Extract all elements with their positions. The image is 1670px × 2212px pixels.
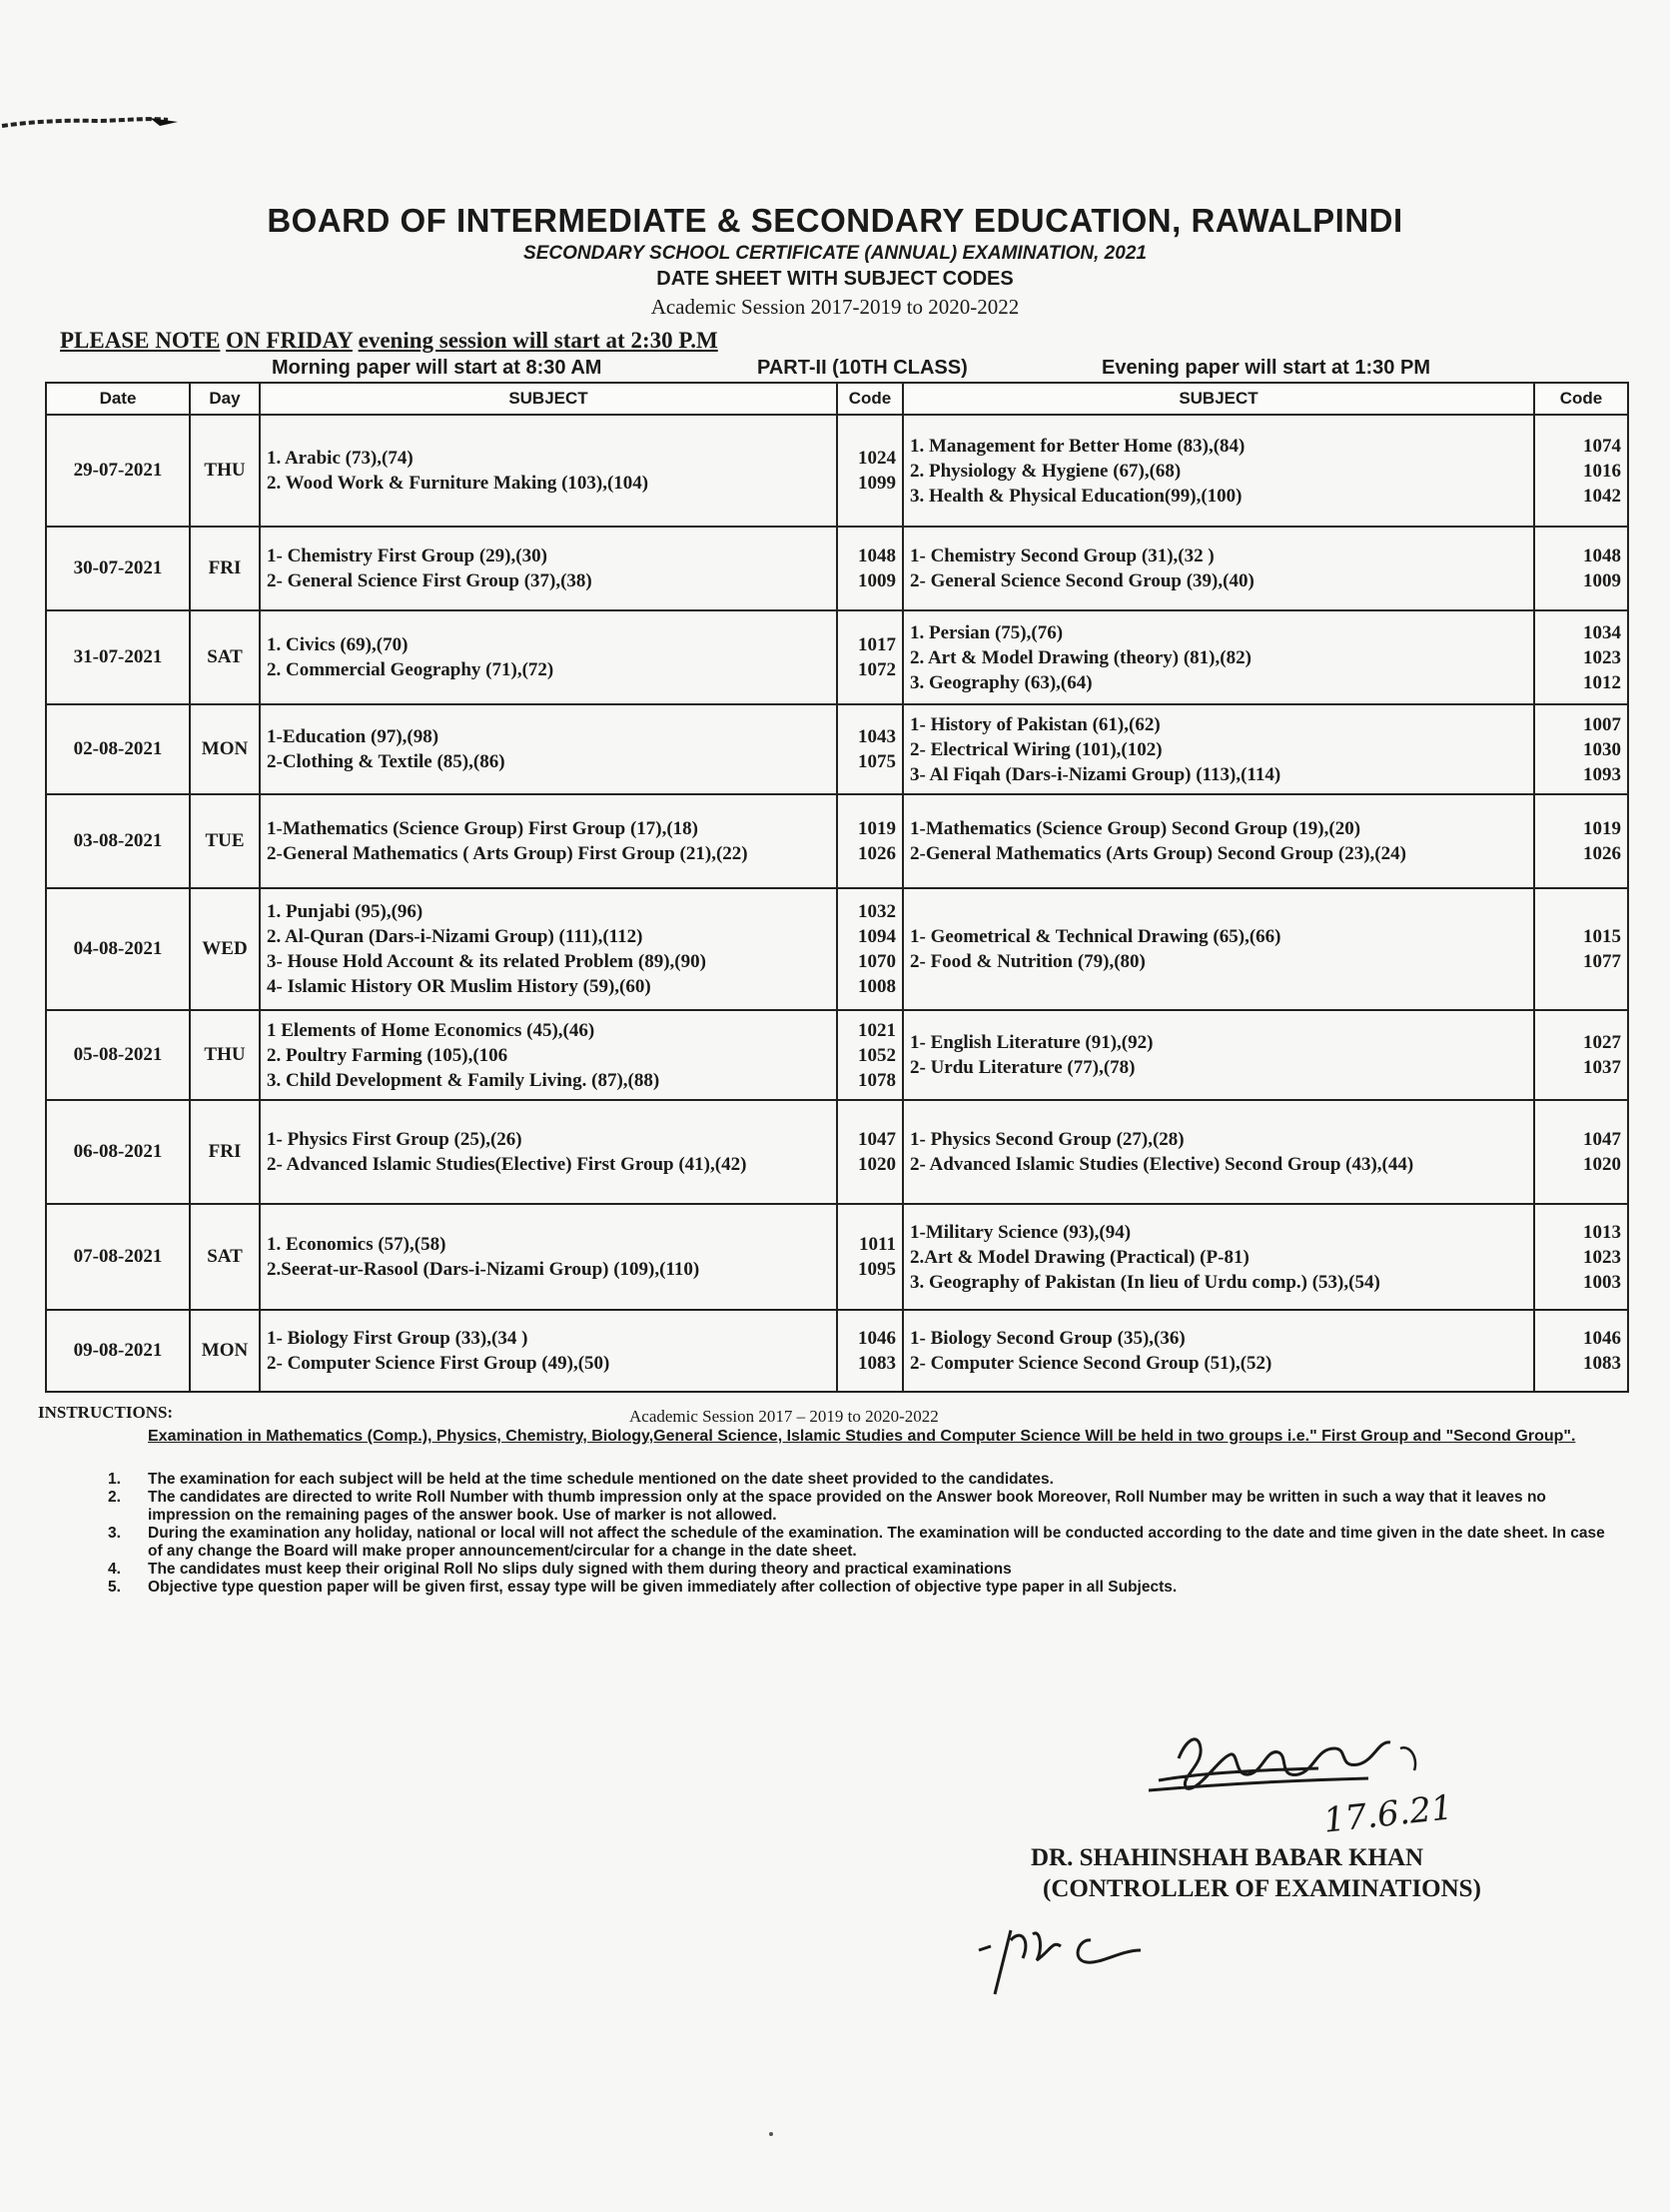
morning-subject-line: 1- Physics First Group (25),(26) [267,1129,522,1150]
morning-code: 1011 [859,1234,896,1255]
evening-subjects [903,1204,1534,1310]
morning-subject-line: 1-Mathematics (Science Group) First Group (17),(18) [267,818,698,839]
evening-subject-line: 1- History of Pakistan (61),(62) [910,713,1161,735]
board-title: BOARD OF INTERMEDIATE & SECONDARY EDUCATION, RAWALPINDI [267,202,1403,239]
evening-code: 1042 [1583,485,1621,507]
evening-subjects [903,415,1534,527]
morning-subject-line: 1- Chemistry First Group (29),(30) [267,546,547,566]
evening-code: 1077 [1583,951,1621,972]
morning-subject-line: 2. Commercial Geography (71),(72) [267,659,554,680]
evening-subject-line: 1-Military Science (93),(94) [910,1221,1132,1243]
morning-code: 1019 [858,818,896,839]
col-date-header: Date [46,383,190,415]
morning-codes [837,888,903,1010]
evening-code: 1019 [1583,818,1621,839]
signatory-title: (CONTROLLER OF EXAMINATIONS) [1043,1875,1481,1902]
table-row [46,888,1628,1010]
morning-code: 1095 [858,1259,896,1280]
morning-codes [837,1010,903,1100]
instructions-session: Academic Session 2017 – 2019 to 2020-2022 [629,1407,939,1426]
table-row [46,1204,1628,1310]
evening-subject-line: 2- Computer Science Second Group (51),(52) [910,1353,1272,1374]
morning-codes [837,527,903,610]
evening-subjects [903,1310,1534,1392]
ink-scribble-mark [0,108,190,138]
friday-note [60,328,718,354]
evening-code: 1020 [1583,1154,1621,1175]
initials-mark [971,1910,1191,2000]
row-date: 09-08-2021 [46,1310,190,1392]
col-morning-subject-header: SUBJECT [260,383,837,415]
morning-subject-line: 2.Seerat-ur-Rasool (Dars-i-Nizami Group) (109),(110) [267,1259,700,1280]
morning-subject-line: 2. Al-Quran (Dars-i-Nizami Group) (111),(112) [267,926,643,947]
instruction-number: 1. [108,1471,121,1488]
evening-subject-line: 2-General Mathematics (Arts Group) Second Group (23),(24) [910,843,1406,864]
evening-codes [1534,1310,1628,1392]
evening-code: 1048 [1583,546,1621,566]
morning-code: 1009 [858,570,896,591]
row-date: 03-08-2021 [46,794,190,888]
please-note-label: PLEASE NOTE [60,328,221,353]
evening-subject-line: 1- Biology Second Group (35),(36) [910,1328,1186,1349]
evening-subject-line: 3- Al Fiqah (Dars-i-Nizami Group) (113),(114) [910,763,1281,785]
morning-codes [837,415,903,527]
evening-codes [1534,527,1628,610]
evening-codes [1534,704,1628,794]
evening-subject-line: 2- General Science Second Group (39),(40) [910,570,1254,591]
evening-subjects [903,1100,1534,1204]
morning-subjects [260,527,837,610]
instruction-text: The candidates are directed to write Roll Number with thumb impression only at the space provided on the Answer book Moreover, Roll Number may be written in such a way that it leaves no impression on the remaining pages of the answer book. Use of marker is not allowed. [148,1489,1546,1524]
evening-subject-line: 2- Urdu Literature (77),(78) [910,1057,1136,1078]
row-day: FRI [190,1100,260,1204]
morning-code: 1046 [858,1328,896,1349]
morning-code: 1043 [858,726,896,747]
morning-subject-line: 1. Civics (69),(70) [267,634,409,655]
evening-subject-line: 1. Management for Better Home (83),(84) [910,435,1246,457]
instruction-text: The candidates must keep their original Roll No slips duly signed with them during theory and practical examinations [148,1561,1012,1578]
evening-subject-line: 2.Art & Model Drawing (Practical) (P-81) [910,1246,1250,1268]
table-row [46,415,1628,527]
signature-date: 17.6.21 [1321,1787,1455,1841]
morning-subjects [260,1010,837,1100]
morning-code: 1094 [858,926,896,947]
morning-code: 1020 [858,1154,896,1175]
row-day: THU [190,1010,260,1100]
morning-subjects [260,704,837,794]
evening-codes [1534,794,1628,888]
morning-codes [837,610,903,704]
row-day: WED [190,888,260,1010]
instructions-groups-note: Examination in Mathematics (Comp.), Physics, Chemistry, Biology,General Science, Islamic Studies and Computer Science Will be held in two groups i.e." First Group and "Second Group". [148,1428,1576,1445]
instruction-item [108,1489,1606,1525]
morning-code: 1047 [858,1129,896,1150]
morning-codes [837,794,903,888]
sheet-title: DATE SHEET WITH SUBJECT CODES [656,268,1014,290]
instruction-number: 5. [108,1579,121,1596]
row-date: 02-08-2021 [46,704,190,794]
evening-subject-line: 2. Art & Model Drawing (theory) (81),(82) [910,646,1252,668]
morning-code: 1052 [858,1044,896,1066]
instruction-text: Objective type question paper will be given first, essay type will be given immediately after collection of objective type paper in all Subjects. [148,1579,1178,1596]
evening-code: 1034 [1583,621,1621,643]
morning-subject-line: 2-General Mathematics ( Arts Group) First Group (21),(22) [267,843,748,864]
row-day: TUE [190,794,260,888]
table-row [46,704,1628,794]
evening-codes [1534,1010,1628,1100]
signatory-name: DR. SHAHINSHAH BABAR KHAN [1031,1844,1424,1871]
morning-subject-line: 3- House Hold Account & its related Problem (89),(90) [267,951,706,972]
exam-title: SECONDARY SCHOOL CERTIFICATE (ANNUAL) EXAMINATION, 2021 [523,243,1147,264]
evening-code: 1023 [1583,1246,1621,1268]
morning-subject-line: 2- Advanced Islamic Studies(Elective) First Group (41),(42) [267,1154,747,1175]
row-day: FRI [190,527,260,610]
morning-subject-line: 2. Poultry Farming (105),(106 [267,1044,508,1066]
morning-subjects [260,794,837,888]
evening-code: 1047 [1583,1129,1621,1150]
col-morning-code-header: Code [837,383,903,415]
instruction-number: 3. [108,1525,121,1542]
morning-subjects [260,1100,837,1204]
evening-code: 1074 [1583,435,1621,457]
table-row [46,527,1628,610]
evening-subject-line: 2. Physiology & Hygiene (67),(68) [910,460,1182,482]
evening-code: 1027 [1583,1032,1621,1053]
instruction-item [108,1561,1606,1579]
row-day: THU [190,415,260,527]
row-day: SAT [190,610,260,704]
table-row [46,610,1628,704]
part-class-label: PART-II (10TH CLASS) [757,357,968,379]
evening-code: 1037 [1583,1057,1621,1078]
evening-subjects [903,1010,1534,1100]
session-title: Academic Session 2017-2019 to 2020-2022 [650,295,1020,319]
evening-subjects [903,527,1534,610]
evening-subjects [903,610,1534,704]
morning-time-note: Morning paper will start at 8:30 AM [272,357,602,379]
morning-code: 1078 [858,1069,896,1091]
evening-codes [1534,888,1628,1010]
instruction-item [108,1579,1606,1597]
col-evening-code-header: Code [1534,383,1628,415]
instruction-item [108,1525,1606,1561]
morning-code: 1099 [858,473,896,494]
row-date: 04-08-2021 [46,888,190,1010]
morning-subjects [260,888,837,1010]
evening-code: 1015 [1583,926,1621,947]
morning-code: 1032 [858,901,896,922]
morning-subject-line: 1- Biology First Group (33),(34 ) [267,1328,528,1349]
morning-subject-line: 2. Wood Work & Furniture Making (103),(104) [267,473,649,494]
row-date: 31-07-2021 [46,610,190,704]
evening-subject-line: 3. Geography (63),(64) [910,671,1093,693]
morning-code: 1048 [858,546,896,566]
table-row [46,794,1628,888]
morning-subject-line: 1. Punjabi (95),(96) [267,901,423,922]
row-day: MON [190,704,260,794]
row-date: 29-07-2021 [46,415,190,527]
evening-subjects [903,704,1534,794]
evening-subject-line: 1- Geometrical & Technical Drawing (65),(66) [910,926,1281,947]
morning-code: 1072 [858,659,896,680]
morning-subject-line: 3. Child Development & Family Living. (87),(88) [267,1069,660,1091]
evening-subjects [903,888,1534,1010]
on-friday-label: ON FRIDAY [226,328,353,353]
morning-codes [837,1310,903,1392]
morning-subjects [260,415,837,527]
morning-code: 1070 [858,951,896,972]
evening-code: 1083 [1583,1353,1621,1374]
table-row [46,1100,1628,1204]
evening-subject-line: 2- Electrical Wiring (101),(102) [910,738,1163,760]
morning-subject-line: 2-Clothing & Textile (85),(86) [267,751,505,772]
evening-subject-line: 1- Chemistry Second Group (31),(32 ) [910,546,1215,566]
morning-subject-line: 1. Economics (57),(58) [267,1234,446,1255]
evening-codes [1534,415,1628,527]
row-date: 06-08-2021 [46,1100,190,1204]
row-date: 07-08-2021 [46,1204,190,1310]
table-row [46,1010,1628,1100]
evening-code: 1007 [1583,713,1621,735]
evening-subject-line: 2- Food & Nutrition (79),(80) [910,951,1146,972]
morning-code: 1075 [858,751,896,772]
table-header-row [46,383,1628,415]
morning-codes [837,1204,903,1310]
instruction-number: 4. [108,1561,121,1578]
row-day: MON [190,1310,260,1392]
instructions-list [108,1471,1606,1597]
evening-code: 1013 [1583,1221,1621,1243]
evening-subject-line: 2- Advanced Islamic Studies (Elective) Second Group (43),(44) [910,1154,1414,1175]
instruction-text: During the examination any holiday, national or local will not affect the schedule of the examination. The examination will be conducted according to the date and time given in the date sheet. In case of any change the Board will make proper announcement/circular for a change in the date sheet. [148,1525,1605,1560]
evening-subject-line: 3. Health & Physical Education(99),(100) [910,485,1243,507]
row-day: SAT [190,1204,260,1310]
morning-code: 1008 [858,976,896,997]
morning-subjects [260,610,837,704]
evening-code: 1093 [1583,763,1621,785]
morning-subject-line: 1-Education (97),(98) [267,726,439,747]
evening-codes [1534,1100,1628,1204]
evening-code: 1003 [1583,1271,1621,1293]
morning-code: 1026 [858,843,896,864]
morning-subjects [260,1204,837,1310]
evening-code: 1030 [1583,738,1621,760]
morning-subject-line: 1. Arabic (73),(74) [267,448,414,469]
evening-subject-line: 3. Geography of Pakistan (In lieu of Urdu comp.) (53),(54) [910,1271,1380,1293]
evening-code: 1009 [1583,570,1621,591]
evening-codes [1534,610,1628,704]
stray-dot [769,2132,773,2136]
table-row [46,1310,1628,1392]
row-date: 30-07-2021 [46,527,190,610]
morning-subjects [260,1310,837,1392]
morning-subject-line: 1 Elements of Home Economics (45),(46) [267,1019,595,1041]
morning-code: 1017 [858,634,896,655]
instruction-text: The examination for each subject will be held at the time schedule mentioned on the date sheet provided to the candidates. [148,1471,1054,1488]
morning-subject-line: 2- Computer Science First Group (49),(50) [267,1353,610,1374]
morning-subject-line: 2- General Science First Group (37),(38) [267,570,592,591]
evening-subject-line: 1- English Literature (91),(92) [910,1032,1154,1053]
instructions-title: INSTRUCTIONS: [38,1403,174,1422]
col-evening-subject-header: SUBJECT [903,383,1534,415]
col-day-header: Day [190,383,260,415]
instruction-item [108,1471,1606,1489]
evening-time-note: Evening paper will start at 1:30 PM [1102,357,1430,379]
evening-code: 1026 [1583,843,1621,864]
morning-code: 1083 [858,1353,896,1374]
date-sheet-body [46,415,1628,1392]
evening-subject-line: 1- Physics Second Group (27),(28) [910,1129,1185,1150]
evening-subject-line: 1-Mathematics (Science Group) Second Group (19),(20) [910,818,1361,839]
morning-code: 1024 [858,448,896,469]
morning-code: 1021 [858,1019,896,1041]
instruction-number: 2. [108,1489,121,1506]
evening-session-note: evening session will start at 2:30 P.M [358,328,718,353]
evening-codes [1534,1204,1628,1310]
morning-codes [837,704,903,794]
morning-codes [837,1100,903,1204]
evening-code: 1012 [1583,671,1621,693]
evening-code: 1046 [1583,1328,1621,1349]
date-sheet-table [45,382,1629,1393]
morning-subject-line: 4- Islamic History OR Muslim History (59),(60) [267,976,651,997]
row-date: 05-08-2021 [46,1010,190,1100]
evening-subject-line: 1. Persian (75),(76) [910,621,1064,643]
evening-code: 1023 [1583,646,1621,668]
evening-subjects [903,794,1534,888]
evening-code: 1016 [1583,460,1621,482]
